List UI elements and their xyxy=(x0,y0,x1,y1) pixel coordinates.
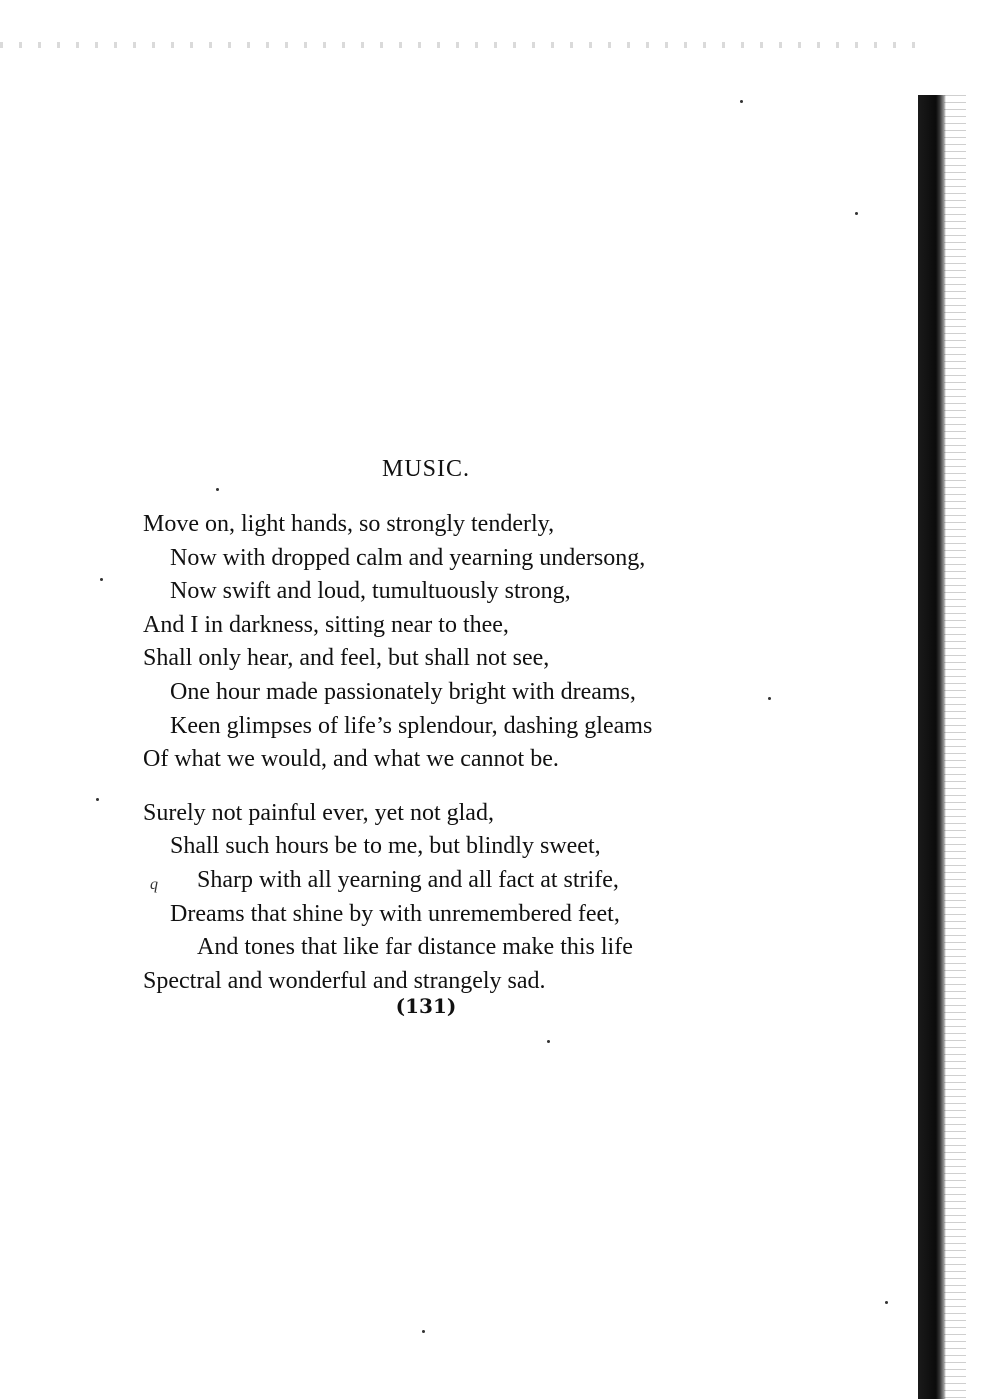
margin-annotation: q xyxy=(150,876,158,893)
stanza-gap xyxy=(143,777,763,797)
scan-speck xyxy=(768,697,771,700)
poem-line: And I in darkness, sitting near to thee, xyxy=(143,611,509,638)
scan-speck xyxy=(547,1040,550,1043)
poem-line: And tones that like far distance make this life xyxy=(197,934,633,961)
scan-speck xyxy=(855,212,858,215)
poem-line: Shall only hear, and feel, but shall not see, xyxy=(143,645,550,672)
scan-speck xyxy=(216,488,219,491)
poem-line: Now swift and loud, tumultuously strong, xyxy=(170,578,571,605)
poem-line: Sharp with all yearning and all fact at strife, xyxy=(197,866,619,893)
poem-line: Move on, light hands, so strongly tenderly, xyxy=(143,511,555,537)
scan-noise-binding xyxy=(944,95,966,1399)
scan-speck xyxy=(100,578,103,581)
binding-edge xyxy=(918,95,946,1399)
poem-line: Surely not painful ever, yet not glad, xyxy=(143,799,494,826)
stanza-1 xyxy=(143,508,763,777)
poem-title: MUSIC. xyxy=(381,456,471,482)
scan-speck xyxy=(96,798,99,801)
page-number: (131) xyxy=(395,994,457,1018)
poem-line: Of what we would, and what we cannot be. xyxy=(143,746,559,773)
poem-line: Shall such hours be to me, but blindly sweet, xyxy=(170,833,601,860)
poem-body xyxy=(143,508,763,998)
scan-speck xyxy=(885,1301,888,1304)
poem-line: Spectral and wonderful and strangely sad. xyxy=(143,967,546,994)
poem-line: Dreams that shine by with unremembered feet, xyxy=(170,900,620,927)
poem-line: One hour made passionately bright with dreams, xyxy=(170,678,636,705)
scan-noise-top xyxy=(0,42,920,48)
poem-line: Keen glimpses of life’s splendour, dashing gleams xyxy=(170,712,653,739)
poem-line: Now with dropped calm and yearning undersong, xyxy=(170,544,646,571)
stanza-2 xyxy=(143,797,763,999)
scan-speck xyxy=(422,1330,425,1333)
scan-speck xyxy=(740,100,743,103)
